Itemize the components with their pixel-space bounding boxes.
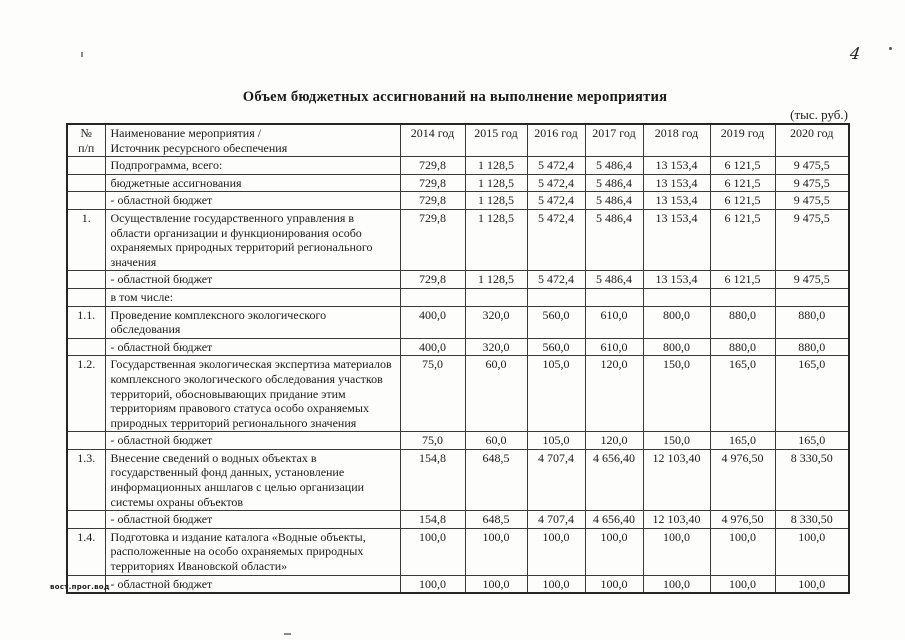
table-header-row <box>67 124 849 157</box>
value-cell <box>775 288 849 306</box>
row-number-cell <box>67 174 105 192</box>
value-cell: 13 153,4 <box>643 271 710 289</box>
col-header-num-line2: п/п <box>78 140 95 155</box>
value-cell: 13 153,4 <box>643 157 710 175</box>
value-cell: 4 976,50 <box>710 449 775 510</box>
col-header-year: 2015 год <box>465 124 527 157</box>
value-cell: 100,0 <box>465 575 527 593</box>
value-cell: 100,0 <box>643 575 710 593</box>
value-cell: 100,0 <box>775 528 849 575</box>
value-cell: 6 121,5 <box>710 271 775 289</box>
row-number-cell: 1.3. <box>67 449 105 510</box>
value-cell: 75,0 <box>400 356 465 432</box>
activity-name-cell: Осуществление государственного управления в области организации и функционирования особо охраняемых природных территорий регионального значения <box>105 209 400 270</box>
value-cell: 165,0 <box>710 356 775 432</box>
activity-name-cell: Государственная экологическая экспертиза материалов комплексного экологического обследования участков территорий, обосновывающих придание этим территориям правового статуса особо охраняемых природных территорий регионального значения <box>105 356 400 432</box>
col-header-year: 2020 год <box>775 124 849 157</box>
col-header-name-line1: Наименование мероприятия / <box>110 126 262 140</box>
table-row <box>67 449 849 510</box>
activity-name-cell: - областной бюджет <box>105 271 400 289</box>
value-cell: 729,8 <box>400 192 465 210</box>
value-cell: 8 330,50 <box>775 449 849 510</box>
value-cell: 648,5 <box>465 449 527 510</box>
value-cell: 5 486,4 <box>585 209 643 270</box>
activity-name-cell: в том числе: <box>105 288 400 306</box>
document-title: Объем бюджетных ассигнований на выполнение мероприятия <box>242 89 668 105</box>
value-cell: 648,5 <box>465 511 527 529</box>
value-cell: 5 486,4 <box>585 174 643 192</box>
row-number-cell <box>67 511 105 529</box>
table-row <box>67 209 849 270</box>
value-cell: 5 486,4 <box>585 271 643 289</box>
value-cell: 1 128,5 <box>465 192 527 210</box>
value-cell: 9 475,5 <box>775 174 849 192</box>
row-number-cell: 1.2. <box>67 356 105 432</box>
value-cell: 5 472,4 <box>527 157 585 175</box>
value-cell: 150,0 <box>643 356 710 432</box>
col-header-year: 2019 год <box>710 124 775 157</box>
row-number-cell <box>67 432 105 450</box>
value-cell: 100,0 <box>585 575 643 593</box>
activity-name-cell: - областной бюджет <box>105 432 400 450</box>
value-cell: 400,0 <box>400 338 465 356</box>
footer-filename-note: вост.прог.вод <box>50 583 110 591</box>
value-cell: 6 121,5 <box>710 174 775 192</box>
col-header-name <box>105 124 400 157</box>
col-header-num <box>67 124 105 157</box>
value-cell: 1 128,5 <box>465 174 527 192</box>
col-header-year: 2014 год <box>400 124 465 157</box>
value-cell: 729,8 <box>400 174 465 192</box>
value-cell: 610,0 <box>585 338 643 356</box>
activity-name-cell: Внесение сведений о водных объектах в государственный фонд данных, установление информационных аншлагов с целью организации системы охраны объектов <box>105 449 400 510</box>
value-cell: 729,8 <box>400 209 465 270</box>
table-row <box>67 338 849 356</box>
value-cell: 100,0 <box>710 575 775 593</box>
value-cell: 4 707,4 <box>527 511 585 529</box>
value-cell: 9 475,5 <box>775 209 849 270</box>
value-cell: 12 103,40 <box>643 449 710 510</box>
value-cell: 100,0 <box>465 528 527 575</box>
activity-name-cell: - областной бюджет <box>105 511 400 529</box>
value-cell: 9 475,5 <box>775 271 849 289</box>
value-cell: 400,0 <box>400 306 465 338</box>
table-row <box>67 271 849 289</box>
value-cell: 100,0 <box>527 528 585 575</box>
value-cell: 320,0 <box>465 306 527 338</box>
value-cell: 120,0 <box>585 432 643 450</box>
value-cell: 100,0 <box>585 528 643 575</box>
value-cell: 165,0 <box>710 432 775 450</box>
value-cell: 610,0 <box>585 306 643 338</box>
value-cell: 880,0 <box>710 306 775 338</box>
table-row <box>67 157 849 175</box>
table-row <box>67 174 849 192</box>
value-cell: 105,0 <box>527 356 585 432</box>
row-number-cell <box>67 338 105 356</box>
value-cell: 100,0 <box>643 528 710 575</box>
table-row <box>67 306 849 338</box>
row-number-cell: 1.4. <box>67 528 105 575</box>
col-header-year: 2016 год <box>527 124 585 157</box>
value-cell: 4 707,4 <box>527 449 585 510</box>
table-row <box>67 432 849 450</box>
value-cell: 880,0 <box>775 306 849 338</box>
value-cell: 165,0 <box>775 356 849 432</box>
value-cell: 5 472,4 <box>527 174 585 192</box>
value-cell: 4 656,40 <box>585 511 643 529</box>
value-cell: 5 472,4 <box>527 209 585 270</box>
activity-name-cell: - областной бюджет <box>105 338 400 356</box>
value-cell: 1 128,5 <box>465 271 527 289</box>
value-cell <box>710 288 775 306</box>
col-header-name-line2: Источник ресурсного обеспечения <box>110 140 288 155</box>
value-cell: 154,8 <box>400 449 465 510</box>
scan-speck <box>81 52 83 57</box>
scan-speck <box>889 47 892 50</box>
col-header-year: 2018 год <box>643 124 710 157</box>
activity-name-cell: Проведение комплексного экологического обследования <box>105 306 400 338</box>
value-cell <box>643 288 710 306</box>
value-cell: 13 153,4 <box>643 192 710 210</box>
value-cell: 880,0 <box>775 338 849 356</box>
value-cell <box>465 288 527 306</box>
value-cell: 75,0 <box>400 432 465 450</box>
value-cell: 1 128,5 <box>465 157 527 175</box>
value-cell: 4 656,40 <box>585 449 643 510</box>
value-cell: 560,0 <box>527 338 585 356</box>
units-label: (тыс. руб.) <box>790 107 848 122</box>
table-row <box>67 528 849 575</box>
value-cell: 13 153,4 <box>643 209 710 270</box>
row-number-cell <box>67 157 105 175</box>
value-cell: 880,0 <box>710 338 775 356</box>
row-number-cell: 1.1. <box>67 306 105 338</box>
value-cell: 154,8 <box>400 511 465 529</box>
value-cell: 100,0 <box>527 575 585 593</box>
value-cell <box>400 288 465 306</box>
row-number-cell <box>67 192 105 210</box>
table-row <box>67 192 849 210</box>
value-cell: 5 486,4 <box>585 192 643 210</box>
col-header-num-line1: № <box>80 126 92 140</box>
value-cell: 9 475,5 <box>775 157 849 175</box>
activity-name-cell: Подготовка и издание каталога «Водные объекты, расположенные на особо охраняемых природных территориях Ивановской области» <box>105 528 400 575</box>
value-cell: 13 153,4 <box>643 174 710 192</box>
activity-name-cell: Подпрограмма, всего: <box>105 157 400 175</box>
value-cell: 12 103,40 <box>643 511 710 529</box>
activity-name-cell: - областной бюджет <box>105 575 400 593</box>
value-cell: 1 128,5 <box>465 209 527 270</box>
table-row <box>67 356 849 432</box>
value-cell: 5 472,4 <box>527 271 585 289</box>
value-cell: 100,0 <box>400 528 465 575</box>
value-cell: 105,0 <box>527 432 585 450</box>
value-cell: 800,0 <box>643 338 710 356</box>
value-cell: 320,0 <box>465 338 527 356</box>
value-cell: 100,0 <box>710 528 775 575</box>
table-row <box>67 511 849 529</box>
scan-speck <box>284 633 291 635</box>
value-cell: 6 121,5 <box>710 209 775 270</box>
value-cell: 729,8 <box>400 157 465 175</box>
value-cell: 8 330,50 <box>775 511 849 529</box>
table-row <box>67 288 849 306</box>
value-cell: 100,0 <box>400 575 465 593</box>
value-cell: 6 121,5 <box>710 157 775 175</box>
col-header-year: 2017 год <box>585 124 643 157</box>
value-cell: 4 976,50 <box>710 511 775 529</box>
table-row <box>67 575 849 593</box>
value-cell: 560,0 <box>527 306 585 338</box>
activity-name-cell: бюджетные ассигнования <box>105 174 400 192</box>
value-cell: 5 486,4 <box>585 157 643 175</box>
value-cell: 800,0 <box>643 306 710 338</box>
row-number-cell <box>67 288 105 306</box>
value-cell <box>527 288 585 306</box>
value-cell: 100,0 <box>775 575 849 593</box>
row-number-cell: 1. <box>67 209 105 270</box>
value-cell: 60,0 <box>465 356 527 432</box>
row-number-cell <box>67 271 105 289</box>
value-cell: 60,0 <box>465 432 527 450</box>
page-number: 4 <box>848 44 862 63</box>
value-cell: 165,0 <box>775 432 849 450</box>
value-cell: 729,8 <box>400 271 465 289</box>
activity-name-cell: - областной бюджет <box>105 192 400 210</box>
value-cell: 5 472,4 <box>527 192 585 210</box>
value-cell: 9 475,5 <box>775 192 849 210</box>
value-cell: 6 121,5 <box>710 192 775 210</box>
budget-allocations-table <box>66 123 850 594</box>
value-cell: 120,0 <box>585 356 643 432</box>
value-cell: 150,0 <box>643 432 710 450</box>
value-cell <box>585 288 643 306</box>
